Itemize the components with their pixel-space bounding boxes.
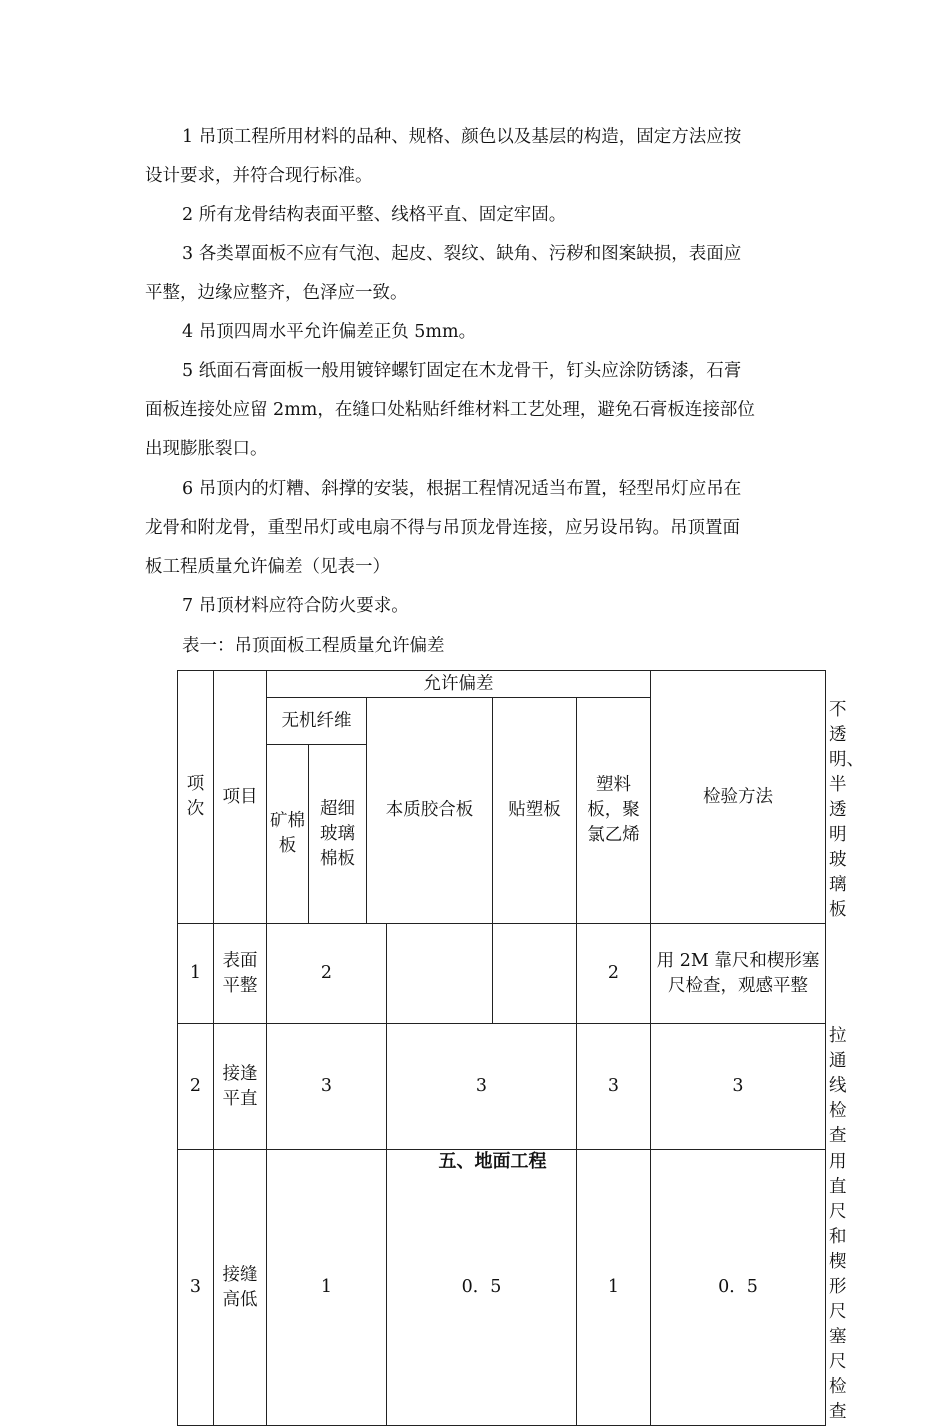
header-inorganic-fiber: 无机纤维: [267, 698, 367, 745]
paragraph-4: [145, 313, 805, 352]
section-heading: 五、地面工程: [438, 1151, 547, 1172]
paragraph-6: [145, 470, 805, 587]
paragraph-text: 2 所有龙骨结构表面平整、线格平直、固定牢固。: [182, 205, 567, 225]
row-item: 表面平整: [214, 924, 267, 1024]
paragraph-line: [145, 587, 805, 626]
row-value-glass: 0．5: [651, 1150, 826, 1426]
row-value-plywood: [387, 924, 493, 1024]
header-item: 项目: [214, 671, 267, 924]
row-value-pvc: [493, 924, 577, 1024]
paragraph-line: [145, 430, 805, 469]
paragraph-line: [145, 352, 805, 391]
header-plywood: 本质胶合板: [367, 698, 493, 924]
paragraph-text: 7 吊顶材料应符合防火要求。: [182, 596, 409, 616]
paragraph-text: 3 各类罩面板不应有气泡、起皮、裂纹、缺角、污秽和图案缺损，表面应: [182, 244, 742, 264]
paragraph-line: [145, 157, 805, 196]
row-value-pvc: 3: [577, 1024, 651, 1150]
paragraph-7: [145, 587, 805, 626]
paragraph-text: 5 纸面石膏面板一般用镀锌螺钉固定在木龙骨干，钉头应涂防锈漆，石膏: [182, 361, 742, 381]
paragraph-text: 4 吊顶四周水平允许偏差正负 5mm。: [182, 322, 477, 342]
row-value-glass: 2: [577, 924, 651, 1024]
paragraph-text: 面板连接处应留 2mm，在缝口处粘贴纤维材料工艺处理，避免石膏板连接部位: [145, 400, 755, 420]
paragraph-line: [145, 274, 805, 313]
table-caption: 表一：吊顶面板工程质量允许偏差: [182, 636, 445, 656]
row-value-inorganic: 1: [267, 1150, 387, 1426]
row-value-glass: 3: [651, 1024, 826, 1150]
row-index: 2: [178, 1024, 214, 1150]
row-value-plywood: 3: [387, 1024, 577, 1150]
paragraph-line: [145, 118, 805, 157]
paragraph-line: [145, 196, 805, 235]
row-index: 1: [178, 924, 214, 1024]
paragraph-1: [145, 118, 805, 196]
row-item: 接逢平直: [214, 1024, 267, 1150]
row-method: 用 2M 靠尺和楔形塞尺检查，观感平整: [651, 924, 826, 1024]
paragraph-line: [145, 313, 805, 352]
paragraph-5: [145, 352, 805, 469]
paragraph-text: 出现膨胀裂口。: [145, 439, 268, 459]
paragraph-line: [145, 391, 805, 430]
paragraph-text: 1 吊顶工程所用材料的品种、规格、颜色以及基层的构造，固定方法应按: [182, 127, 742, 147]
paragraph-2: [145, 196, 805, 235]
row-item: 接缝高低: [214, 1150, 267, 1426]
header-mineral-wool: 矿棉板: [267, 745, 309, 924]
table-row: 3 接缝高低 1 0．5 1 0．5 用直尺和楔形尺塞尺检查: [178, 1150, 826, 1426]
paragraph-line: [145, 509, 805, 548]
row-index: 3: [178, 1150, 214, 1426]
header-allowed-deviation: 允许偏差: [267, 671, 651, 698]
header-method: 检验方法: [651, 671, 826, 924]
paragraph-text: 6 吊顶内的灯糟、斜撑的安装，根据工程情况适当布置，轻型吊灯应吊在: [182, 479, 742, 499]
paragraph-text: 龙骨和附龙骨，重型吊灯或电扇不得与吊顶龙骨连接，应另设吊钩。吊顶置面: [145, 518, 740, 538]
header-pvc: 塑料板，聚氯乙烯: [577, 698, 651, 924]
table-row: [178, 924, 826, 1024]
row-value-inorganic: 2: [267, 924, 387, 1024]
paragraph-text: 平整，边缘应整齐，色泽应一致。: [145, 283, 408, 303]
paragraph-line: [145, 548, 805, 587]
paragraph-3: [145, 235, 805, 313]
paragraph-text: 设计要求，并符合现行标准。: [145, 166, 373, 186]
header-glass-wool: 超细玻璃棉板: [309, 745, 367, 924]
paragraph-line: [145, 470, 805, 509]
deviation-table: 项次 项目 允许偏差 检验方法 无机纤维 本质胶合板 贴塑板 塑料板，聚氯乙烯 不透明、半透明玻璃板 矿棉板 超细玻璃棉板 1 表面平整 2 2 用 2M 靠尺和楔形塞尺检查，观感平整 2 接逢平直 3 3 3 3 拉通线检查 3 接缝高低 1 0．5 1 0．5 用直尺和楔形尺塞尺检查: [177, 670, 826, 1426]
table-row: 2 接逢平直 3 3 3 3 拉通线检查: [178, 1024, 826, 1150]
row-value-inorganic: 3: [267, 1024, 387, 1150]
header-plastic-laminate: 贴塑板: [493, 698, 577, 924]
paragraph-line: [145, 235, 805, 274]
row-value-pvc: 1: [577, 1150, 651, 1426]
row-value-plywood: 0．5: [387, 1150, 577, 1426]
header-index: 项次: [178, 671, 214, 924]
paragraph-text: 板工程质量允许偏差（见表一）: [145, 557, 390, 577]
